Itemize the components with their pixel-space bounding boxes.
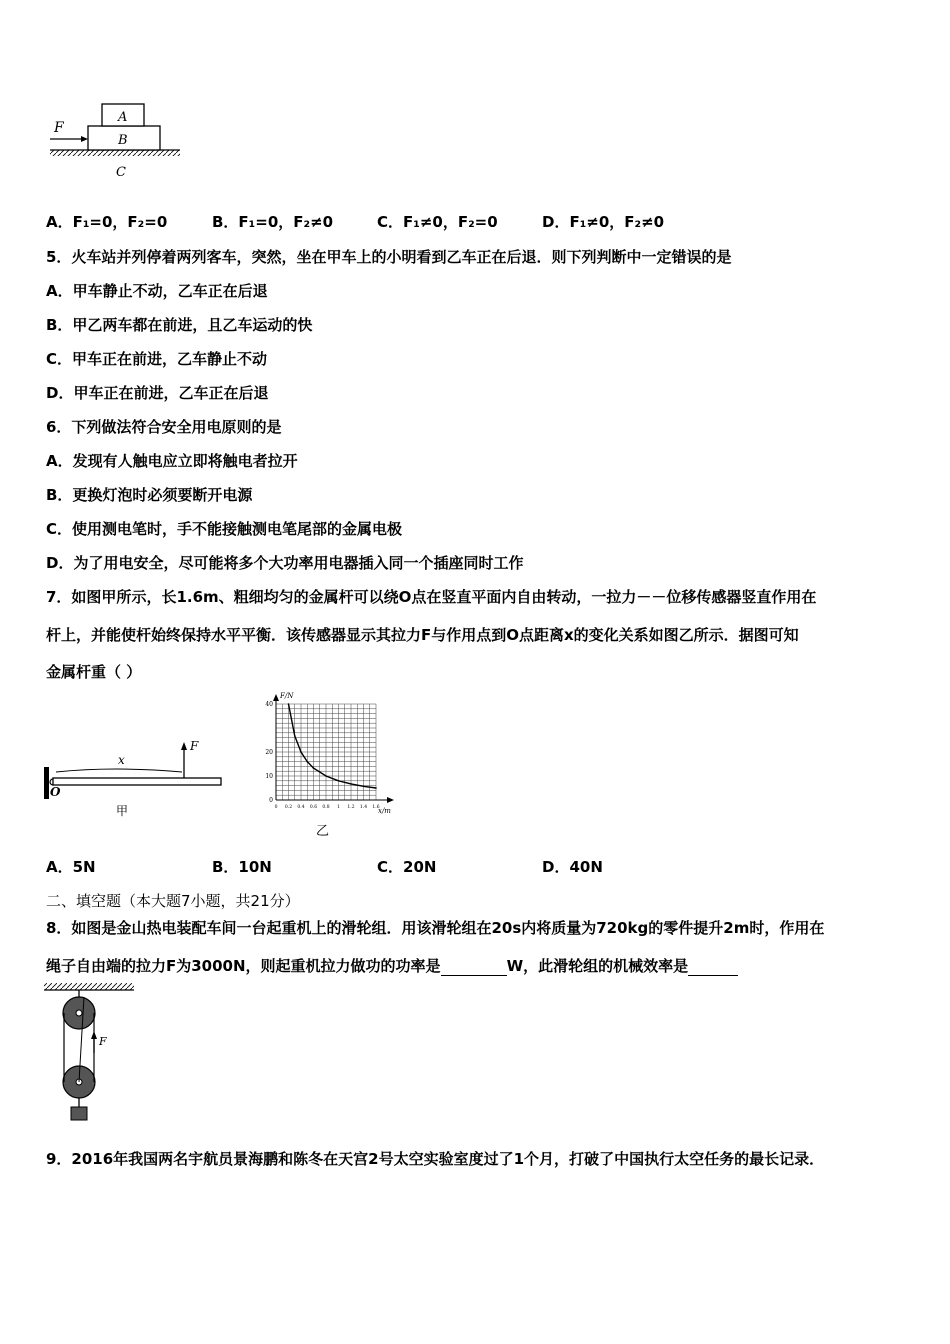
ceiling-hatch — [44, 983, 134, 990]
q5-option-c: C．甲车正在前进，乙车静止不动 — [46, 350, 268, 368]
fixed-pulley-axle — [76, 1010, 82, 1016]
f-arrowhead — [91, 1031, 97, 1039]
fx-point — [313, 767, 315, 769]
x-tick-label: 0 — [274, 805, 278, 810]
q8-stem-line2 — [46, 955, 738, 976]
y-tick-label: 10 — [265, 773, 273, 780]
q5-stem: 5．火车站并列停着两列客车，突然，坐在甲车上的小明看到乙车正在后退．则下列判断中一定错误的是 — [46, 248, 732, 266]
q7-option-c: C．20N — [377, 858, 437, 876]
fx-point — [288, 703, 290, 705]
q9-stem: 9．2016年我国两名宇航员景海鹏和陈冬在天宫2号太空实验室度过了1个月，打破了中国执行太空任务的最长记录． — [46, 1150, 825, 1168]
lever-svg — [44, 712, 229, 822]
fx-point — [350, 783, 352, 785]
y-tick-labels — [265, 701, 273, 804]
q8-stem-line2-b: W，此滑轮组的机械效率是 — [506, 957, 689, 975]
y-tick-label: 0 — [269, 797, 273, 804]
q7-stem-line2: 杆上，并能使杆始终保持水平平衡．该传感器显示其拉力F与作用点到O点距离x的变化关系如图乙所示．据图可知 — [46, 626, 799, 644]
q4-option-b: B．F₁=0，F₂≠0 — [212, 213, 334, 231]
load-block — [71, 1107, 87, 1120]
fx-point — [375, 787, 377, 789]
label-a: A — [118, 110, 128, 125]
x-tick-label: 0.2 — [284, 805, 293, 810]
x-tick-label: 1.4 — [359, 805, 368, 810]
x-axis-arrow — [387, 797, 394, 803]
q5-option-b: B．甲乙两车都在前进，且乙车运动的快 — [46, 316, 313, 334]
q8-efficiency-blank[interactable] — [688, 957, 738, 976]
q4-option-c: C．F₁≠0，F₂=0 — [377, 213, 498, 231]
force-arrowhead — [81, 136, 88, 142]
x-axis-label: x/m — [378, 807, 391, 815]
y-tick-label: 20 — [265, 749, 273, 756]
q6-option-a: A．发现有人触电应立即将触电者拉开 — [46, 452, 298, 470]
label-b: B — [118, 133, 128, 148]
q8-stem-line2-a: 绳子自由端的拉力F为3000N，则起重机拉力做功的功率是 — [46, 957, 441, 975]
x-tick-label: 0.8 — [322, 805, 330, 810]
label-f: F — [54, 120, 64, 136]
x-tick-label: 0.4 — [297, 805, 305, 810]
q8-power-blank[interactable] — [441, 957, 507, 976]
wall — [44, 767, 49, 799]
fx-point — [338, 780, 340, 782]
q6-option-c: C．使用测电笔时，手不能接触测电笔尾部的金属电极 — [46, 520, 403, 538]
pulley-svg — [42, 983, 142, 1123]
fx-point — [300, 751, 302, 753]
x-tick-labels — [275, 804, 380, 810]
fx-point — [306, 761, 308, 763]
label-c: C — [116, 165, 126, 180]
y-tick-label: 40 — [265, 701, 273, 708]
caption-yi: 乙 — [316, 824, 330, 839]
x-brace — [56, 769, 182, 772]
q4-option-a: A．F₁=0，F₂=0 — [46, 213, 168, 231]
q7-figure-lever — [44, 712, 229, 822]
q4-figure-svg — [46, 98, 196, 183]
fx-point — [294, 735, 296, 737]
section2-title: 二、填空题（本大题7小题，共21分） — [46, 892, 300, 910]
q7-option-a: A．5N — [46, 858, 96, 876]
q5-option-d: D．甲车正在前进，乙车正在后退 — [46, 384, 269, 402]
caption-jia: 甲 — [116, 804, 129, 818]
q7-stem-line3: 金属杆重（ ） — [46, 663, 142, 681]
y-axis-label: F/N — [280, 692, 294, 700]
q6-option-b: B．更换灯泡时必须要断开电源 — [46, 486, 253, 504]
q6-stem: 6．下列做法符合安全用电原则的是 — [46, 418, 282, 436]
q7-option-d: D．40N — [542, 858, 603, 876]
label-f: F — [190, 739, 199, 753]
ground-hatch — [50, 150, 180, 156]
fx-point — [363, 786, 365, 788]
q7-option-b: B．10N — [212, 858, 272, 876]
fx-chart-svg — [252, 690, 402, 840]
y-axis-arrow — [273, 694, 279, 701]
q6-option-d: D．为了用电安全，尽可能将多个大功率用电器插入同一个插座同时工作 — [46, 554, 524, 572]
x-tick-label: 0.6 — [309, 805, 318, 810]
x-tick-label: 1 — [337, 805, 340, 810]
label-f: F — [99, 1035, 107, 1048]
label-o: O — [50, 785, 61, 799]
q4-figure — [46, 98, 196, 183]
metal-rod — [53, 778, 221, 785]
force-arrowhead — [181, 742, 187, 750]
fx-point — [325, 775, 327, 777]
q4-option-d: D．F₁≠0，F₂≠0 — [542, 213, 665, 231]
q8-stem-line1: 8．如图是金山热电装配车间一台起重机上的滑轮组．用该滑轮组在20s内将质量为720kg的零件提升2m时，作用在 — [46, 919, 825, 937]
q5-option-a: A．甲车静止不动，乙车正在后退 — [46, 282, 268, 300]
q7-stem-line1: 7．如图甲所示，长1.6m、粗细均匀的金属杆可以绕O点在竖直平面内自由转动，一拉力－－位移传感器竖直作用在 — [46, 588, 817, 606]
q8-figure-pulley — [42, 983, 142, 1123]
x-tick-label: 1.6 — [372, 805, 380, 810]
q7-figure-chart — [252, 690, 402, 840]
label-x: x — [118, 753, 125, 767]
x-tick-label: 1.2 — [347, 805, 355, 810]
